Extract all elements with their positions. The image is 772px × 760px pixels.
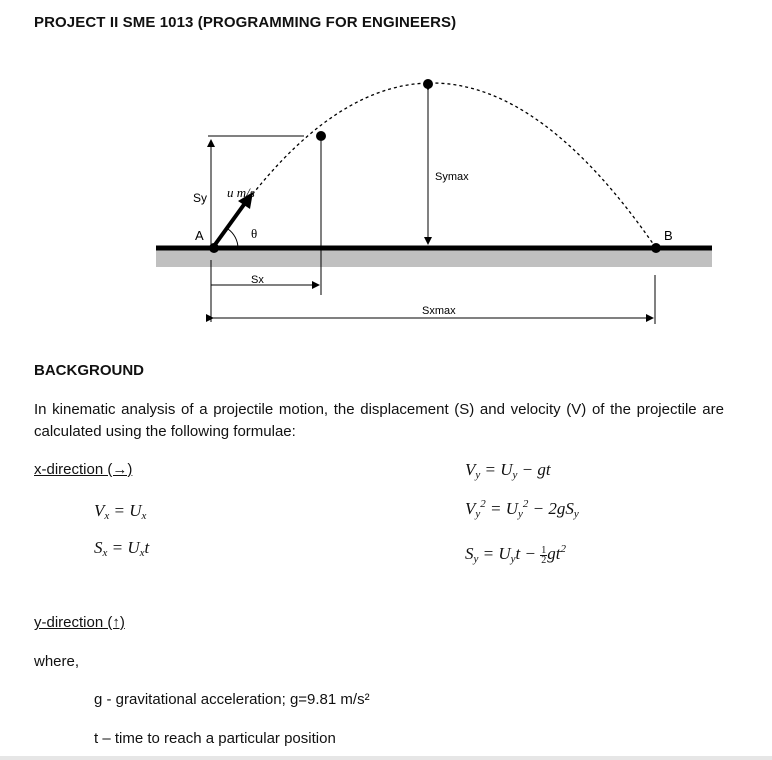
definition-g: g - gravitational acceleration; g=9.81 m/s² [94,691,370,708]
sx-label: Sx [251,274,264,286]
ground-shade [156,249,712,267]
formula-vy: $V_y = U_y$ − gt [465,460,551,481]
intro-paragraph: In kinematic analysis of a projectile motion, the displacement (S) and velocity (V) of the projectile are calculated using the following formulae: [34,401,724,440]
definition-t: t – time to reach a particular position [94,730,336,747]
x-direction-heading: x-direction (→) [34,461,133,478]
point-b-label: B [664,228,673,243]
formula-vx: $V_x = U_x$ [94,501,147,522]
theta-arc [228,229,238,248]
theta-label: θ [251,226,258,241]
page-bottom-edge [0,756,772,760]
formula-vy-squared: $V_y^2 = U_y^2 - 2gS_y$ [465,498,579,520]
symax-label: Symax [435,171,469,183]
formula-sx: $S_x = U_xt$ [94,538,150,559]
formula-sy: $S_y = U_yt$ − $\frac{1}{2}$ $gt^2$ [465,543,566,566]
velocity-arrow [214,199,248,246]
y-direction-heading: y-direction (↑) [34,614,125,631]
sy-label: Sy [193,191,208,205]
background-heading: BACKGROUND [34,362,144,379]
sxmax-label: Sxmax [422,305,456,317]
velocity-label: u m/s [227,185,255,200]
trajectory-path [214,83,656,248]
page-title: PROJECT II SME 1013 (PROGRAMMING FOR ENGINEERS) [34,14,457,31]
where-label: where, [34,653,80,670]
landing-point [651,243,661,253]
intermediate-point [316,131,326,141]
projectile-diagram [0,60,772,340]
apex-point [423,79,433,89]
point-a-label: A [195,228,204,243]
